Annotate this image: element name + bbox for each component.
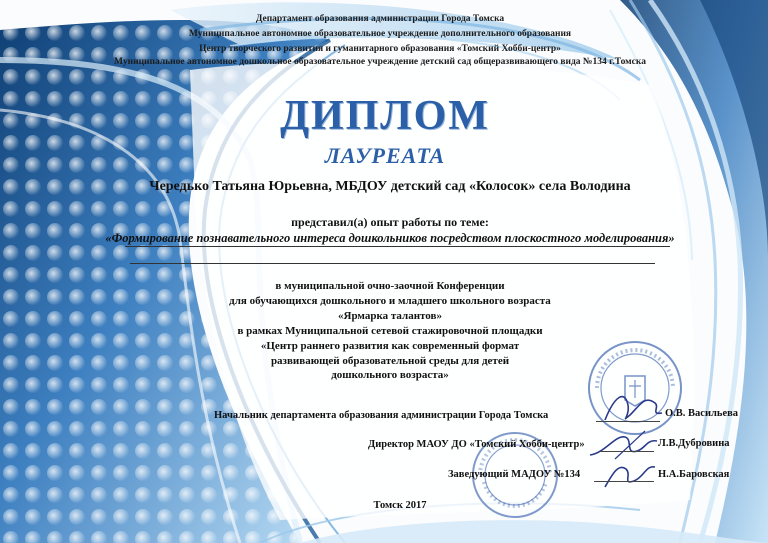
header-institution: Муниципальное автономное образовательное учреждение дополнительного образования xyxy=(188,29,572,39)
signatory-position: Заведующий МАДОУ №134 xyxy=(448,469,581,480)
signature-barovskaya xyxy=(600,455,660,495)
diploma-title: ДИПЛОМ xyxy=(280,93,490,139)
event-line: развивающей образовательной среды для детей xyxy=(270,355,510,367)
signatory-name: Н.А.Баровская xyxy=(658,469,730,480)
signature-line xyxy=(600,451,654,452)
topic-underline xyxy=(125,246,670,247)
event-line: «Центр раннего развития как современный формат xyxy=(260,340,520,352)
signature-vasilyeva xyxy=(600,385,670,430)
intro-text: представил(а) опыт работы по теме: xyxy=(291,215,489,229)
header-kindergarten: Муниципальное автономное дошкольное образовательное учреждение детский сад общеразвивающего вида №134 г.Томска xyxy=(114,57,646,67)
signature-line xyxy=(594,481,654,482)
place-year: Томск 2017 xyxy=(373,500,427,511)
header-department: Департамент образования администрации Города Томска xyxy=(255,14,505,24)
event-line: для обучающихся дошкольного и младшего школьного возраста xyxy=(229,295,551,307)
signatory-position: Начальник департамента образования администрации Города Томска xyxy=(214,410,549,421)
topic-title: «Формирование познавательного интереса дошкольников посредством плоскостного моделирования» xyxy=(105,231,675,245)
header-hobby-center: Центр творческого развития и гуманитарного образования «Томский Хобби-центр» xyxy=(199,44,561,54)
topic-underline xyxy=(130,263,655,264)
signatory-position: Директор МАОУ ДО «Томский Хобби-центр» xyxy=(368,439,585,450)
signatory-name: Л.В.Дубровина xyxy=(658,438,730,449)
signature-line xyxy=(596,421,660,422)
event-line: в муниципальной очно-заочной Конференции xyxy=(275,280,505,292)
event-line: в рамках Муниципальной сетевой стажировочной площадки xyxy=(237,325,543,337)
event-line: дошкольного возраста» xyxy=(331,369,449,381)
signatory-name: О.В. Васильева xyxy=(665,408,739,419)
recipient-name: Чередько Татьяна Юрьевна, МБДОУ детский сад «Колосок» села Володина xyxy=(149,179,631,194)
event-name: «Ярмарка талантов» xyxy=(338,310,442,322)
diploma-subtitle: ЛАУРЕАТА xyxy=(324,143,446,168)
